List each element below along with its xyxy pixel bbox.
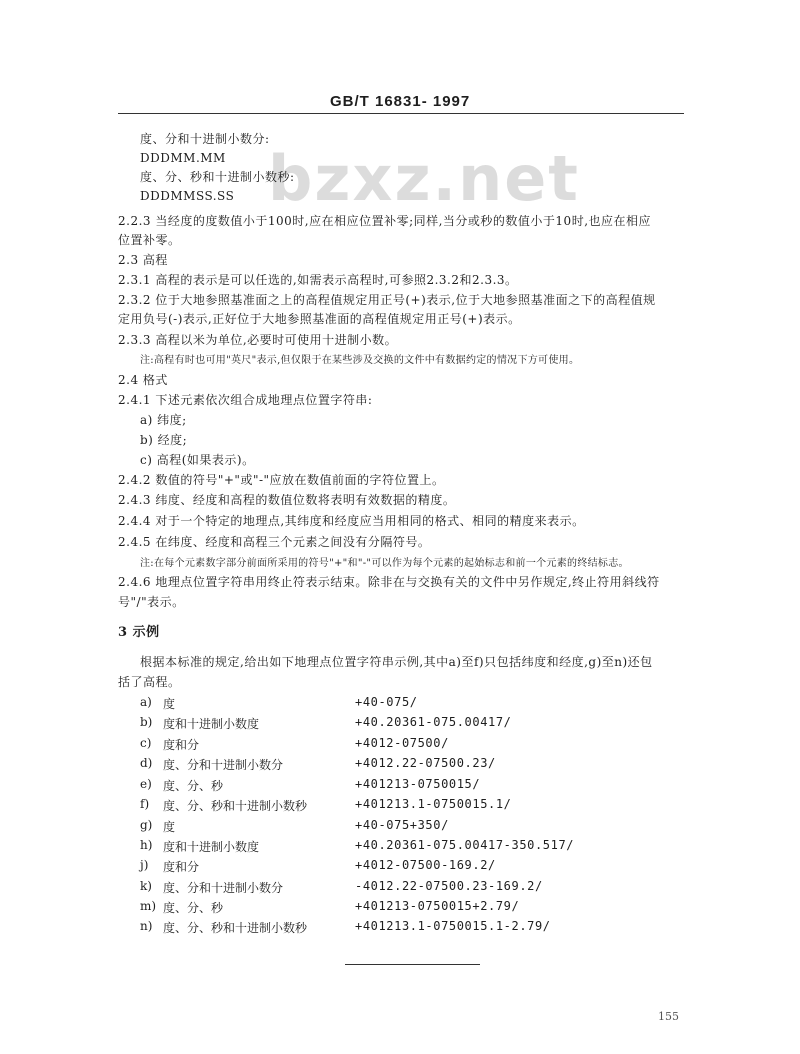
example-letter: a): [140, 695, 152, 709]
example-value: +4012-07500-169.2/: [355, 858, 496, 872]
examples-intro-line1: 根据本标准的规定,给出如下地理点位置字符串示例,其中a)至f)只包括纬度和经度,g)至n)还包: [140, 655, 653, 669]
example-row: [0, 736, 800, 754]
clause-2-4-2: 2.4.2 数值的符号"+"或"-"应放在数值前面的字符位置上。: [118, 473, 445, 487]
example-value: +40-075+350/: [355, 818, 449, 832]
watermark: bzxz.net: [268, 142, 580, 215]
example-name: 度和十进制小数度: [163, 717, 260, 731]
clause-2-4-5: 2.4.5 在纬度、经度和高程三个元素之间没有分隔符号。: [118, 535, 431, 549]
clause-2-3-1: 2.3.1 高程的表示是可以任选的,如需表示高程时,可参照2.3.2和2.3.3。: [118, 273, 518, 287]
clause-2-4-6-line1: 2.4.6 地理点位置字符串用终止符表示结束。除非在与交换有关的文件中另作规定,终止符用斜线符: [118, 575, 660, 589]
example-name: 度和分: [163, 738, 200, 752]
clause-2-3-2-line2: 定用负号(-)表示,正好位于大地参照基准面的高程值规定用正号(+)表示。: [118, 312, 521, 326]
clause-2-4-4: 2.4.4 对于一个特定的地理点,其纬度和经度应当用相同的格式、相同的精度来表示。: [118, 514, 585, 528]
example-value: +401213.1-0750015.1/: [355, 797, 512, 811]
example-name: 度、分、秒: [163, 901, 224, 915]
example-name: 度和十进制小数度: [163, 840, 260, 854]
example-row: [0, 777, 800, 795]
note-sign-delimiter: 注:在每个元素数字部分前面所采用的符号"+"和"-"可以作为每个元素的起始标志和前一个元素的终结标志。: [140, 558, 629, 569]
example-value: +401213-0750015+2.79/: [355, 899, 520, 913]
example-row: [0, 797, 800, 815]
example-letter: m): [140, 899, 157, 913]
example-name: 度: [163, 697, 176, 711]
section-3-heading: 3 示例: [118, 625, 160, 640]
example-name: 度、分、秒: [163, 779, 224, 793]
format-line-4: DDDMMSS.SS: [140, 189, 235, 203]
clause-2-3-3: 2.3.3 高程以米为单位,必要时可使用十进制小数。: [118, 333, 398, 347]
example-letter: k): [140, 879, 152, 893]
clause-2-4-6-line2: 号"/"表示。: [118, 595, 185, 609]
example-value: -4012.22-07500.23-169.2/: [355, 879, 543, 893]
example-name: 度、分和十进制小数分: [163, 758, 284, 772]
clause-2-4-3: 2.4.3 纬度、经度和高程的数值位数将表明有效数据的精度。: [118, 493, 456, 507]
example-name: 度、分和十进制小数分: [163, 881, 284, 895]
example-row: [0, 756, 800, 774]
example-row: [0, 879, 800, 897]
example-value: +40-075/: [355, 695, 418, 709]
page-number: 155: [658, 1010, 679, 1023]
example-value: +4012-07500/: [355, 736, 449, 750]
example-value: +401213.1-0750015.1-2.79/: [355, 919, 551, 933]
example-value: +4012.22-07500.23/: [355, 756, 496, 770]
standard-code-header: GB/T 16831- 1997: [330, 93, 471, 110]
example-value: +40.20361-075.00417-350.517/: [355, 838, 575, 852]
example-value: +40.20361-075.00417/: [355, 715, 512, 729]
example-name: 度和分: [163, 860, 200, 874]
format-line-3: 度、分、秒和十进制小数秒:: [140, 170, 295, 184]
example-row: [0, 858, 800, 876]
clause-2-2-3-line2: 位置补零。: [118, 233, 181, 247]
list-item-b: b) 经度;: [140, 433, 188, 447]
clause-2-3-2-line1: 2.3.2 位于大地参照基准面之上的高程值规定用正号(+)表示,位于大地参照基准面之下的高程值规: [118, 293, 656, 307]
example-name: 度: [163, 820, 176, 834]
example-row: [0, 899, 800, 917]
list-item-c: c) 高程(如果表示)。: [140, 453, 255, 467]
example-letter: h): [140, 838, 153, 852]
section-2-4-heading: 2.4 格式: [118, 373, 168, 387]
example-row: [0, 695, 800, 713]
example-row: [0, 715, 800, 733]
note-elevation-feet: 注:高程有时也可用"英尺"表示,但仅限于在某些涉及交换的文件中有数据约定的情况下方可使用。: [140, 355, 580, 366]
example-value: +401213-0750015/: [355, 777, 481, 791]
example-letter: g): [140, 818, 153, 832]
example-letter: e): [140, 777, 152, 791]
example-letter: n): [140, 919, 153, 933]
example-name: 度、分、秒和十进制小数秒: [163, 921, 308, 935]
example-name: 度、分、秒和十进制小数秒: [163, 799, 308, 813]
format-line-2: DDDMM.MM: [140, 151, 226, 165]
example-letter: j): [140, 858, 149, 872]
example-row: [0, 818, 800, 836]
header-rule: [118, 113, 684, 114]
example-row: [0, 838, 800, 856]
clause-2-4-1: 2.4.1 下述元素依次组合成地理点位置字符串:: [118, 393, 373, 407]
footer-rule: [345, 964, 480, 965]
example-row: [0, 919, 800, 937]
examples-intro-line2: 括了高程。: [118, 675, 181, 689]
list-item-a: a) 纬度;: [140, 413, 187, 427]
example-letter: b): [140, 715, 153, 729]
example-letter: f): [140, 797, 150, 811]
clause-2-2-3-line1: 2.2.3 当经度的度数值小于100时,应在相应位置补零;同样,当分或秒的数值小于10时,也应在相应: [118, 214, 652, 228]
format-line-1: 度、分和十进制小数分:: [140, 132, 270, 146]
example-letter: c): [140, 736, 152, 750]
example-letter: d): [140, 756, 153, 770]
section-2-3-heading: 2.3 高程: [118, 253, 168, 267]
